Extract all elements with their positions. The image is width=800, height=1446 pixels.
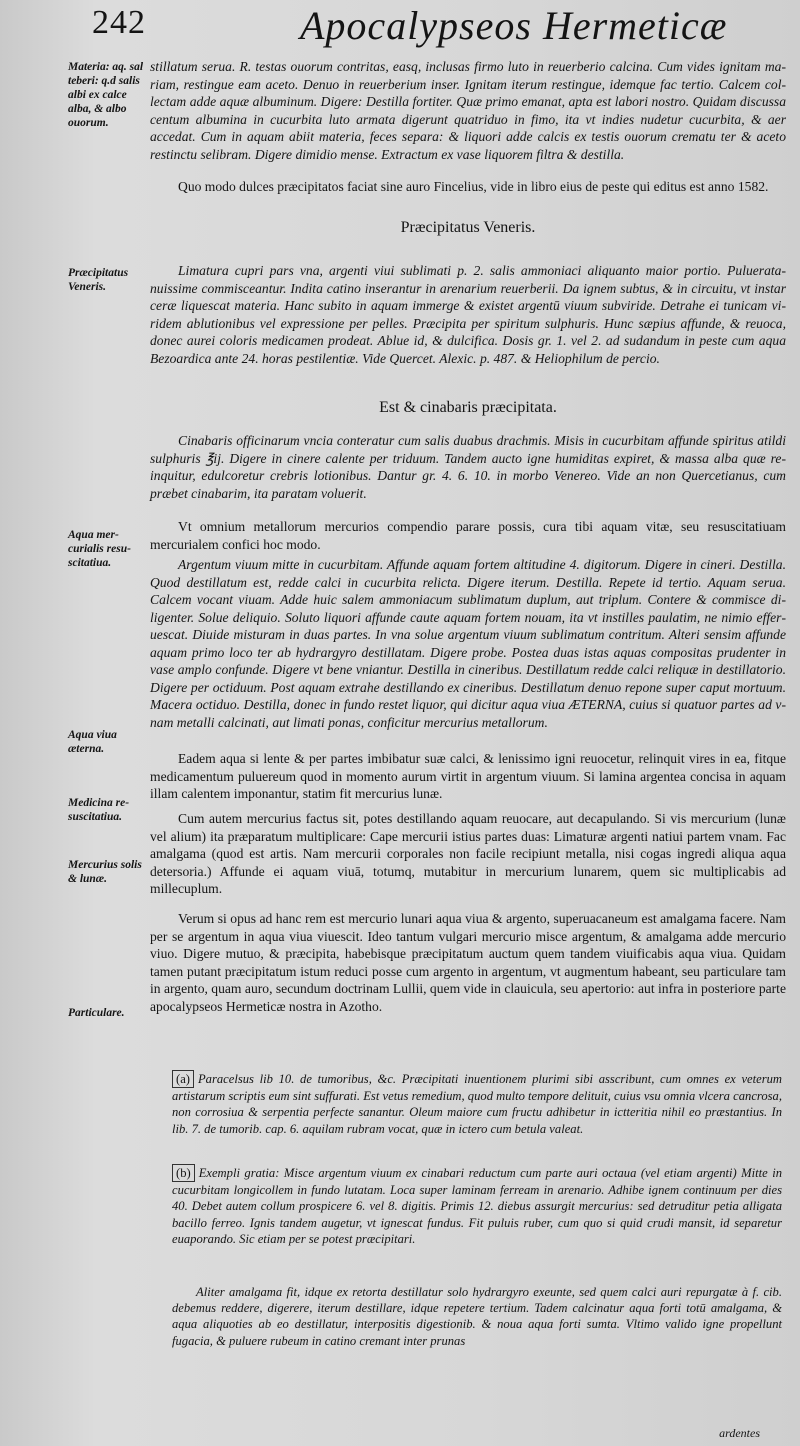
running-title: Apocalypseos Hermeticæ bbox=[300, 3, 728, 48]
paragraph-eadem-aqua: Eadem aqua si lente & per partes imbibatur suæ calci, & lenissimo igni reuocetur, relinquit vires in ea, fitque medicamentum puluereum quod in momento aurum virtit in argentum viuum. Si lamina argentea concisa in aquam illam calentem imponantur, statim fit mercurius lunæ. bbox=[150, 751, 786, 801]
paragraph-destillatio: stillatum serua. R. testas ouorum contritas, easq, inclusas firmo luto in reuerberio calcina. Cum vides ignitam mariam, restingue eam aceto. Denuo in reuerberium inser. Ignitam iterum restingue, idemque fac tertio. Calcem collectam adde aquæ albuminum. Digere: Destilla fortiter. Quæ primo emanat, apta est labori nostro. Quidam discussa centum albumina in cucurbita luto armata digerunt quatriduo in fimo, ita vt indies nudetur cucurbita, & aer accedat. Cum in aquam abiit materia, feces separa: & liquori adde calcis ex testis ouorum crematu ter & aceto restinctu selibram. Digere dimidio mense. Extractum ex vase liquorem filtra & destilla. bbox=[150, 59, 786, 162]
margin-note-particulare: Particulare. bbox=[68, 1007, 125, 1019]
footnote-a-marker: (a) bbox=[172, 1070, 194, 1088]
margin-note-aqua-viua: Aqua viua æterna. bbox=[68, 729, 117, 755]
margin-note-materia: Materia: aq. sal teberi: q.d salis albi ex calce alba, & albo ouorum. bbox=[68, 61, 144, 129]
section-heading-veneris: Præcipitatus Veneris. bbox=[400, 219, 536, 236]
margin-note-praecipitatus: Præcipitatus Veneris. bbox=[68, 267, 129, 293]
paragraph-fincelius: Quo modo dulces præcipitatos faciat sine auro Fincelius, vide in libro eius de peste qui editus est anno 1582. bbox=[178, 179, 769, 194]
footnote-a-text: Paracelsus lib 10. de tumoribus, &c. Præcipitati inuentionem plurimi sibi asscribunt, cum omnes ex veterum artistarum scriptis eum sint suffurati. Est vetus remedium, quod multo tempore delituit, cuius vsu omnia vlcera cancrosa, non corrosiua & serpentia perfecte sanantur. Oleum maiore cum fructu adhibetur in ictteritia nihil eo præstantius. In lib. 7. de tumorib. cap. 6. aquilam rubram vocat, quæ in ictero cum betula valeat. bbox=[172, 1072, 782, 1136]
paragraph-limatura-cupri: Limatura cupri pars vna, argenti viui sublimati p. 2. salis ammoniaci aliquanto maior portio. Puluerata nuissime commisceantur. Indita catino inserantur in arenarium reuerberii. Da ignem subtus, & in circuitu, vt instar ceræ liquescat materia. Hanc subito in aquam immerge & existet argentū viuum subviride. Detrahe ei tunicam viridem ablutionibus vel expressione per pelles. Præcipita per spiritum sulphuris. Hunc sæpius affunde, & reuoca, donec aurei coloris medicamen prodeat. Ablue id, & dulcifica. Dosis gr. 1. vel 2. ad sudandum in peste cum aqua Bezoardica ante 24. horas pestilentiæ. Vide Quercet. Alexic. p. 487. & Heliophilum de percio. bbox=[150, 263, 786, 366]
margin-note-aqua-mercurialis: Aqua mercurialis resuscitatiua. bbox=[68, 529, 131, 569]
footnote-a bbox=[172, 1070, 782, 1137]
footnote-b-text: Exempli gratia: Misce argentum viuum ex cinabari reductum cum parte auri octaua (vel etiam argenti) Mitte in cucurbitam longicollem in fundo lutatam. Loca super laminam ferream in arenario. Adhibe ignem continuum per dies 40. Debet autem collum prospicere 6. vel 8. digitis. Primis 12. diebus assurgit mercurius: sed detruditur petia alligata bacillo ferreo. Ignis tandem augetur, vt ignescat fundus. Fit puluis ruber, cum quo si quid crudi mansit, id separetur euaporando. Sic etiam per se potest præcipitari. bbox=[172, 1166, 782, 1246]
paragraph-metallorum: Vt omnium metallorum mercurios compendio parare possis, cura tibi aquam vitæ, seu resuscitatiuam mercurialem confici hoc modo. bbox=[150, 519, 786, 552]
footnote-c: Aliter amalgama fit, idque ex retorta destillatur solo hydrargyro exeunte, sed quem calci auri repurgatæ à f. cib. debemus reddere, digerere, iterum destillare, idque repetere tertium. Tadem calcinatur aqua forti totū amalgama, & aqua aliquoties ab eo destillatur, interpositis digestionib. & noua aqua forti sumta. Vltimo valido igne propellunt fugacia, & puluere rubeum in catino cremant inter prunas bbox=[172, 1285, 782, 1348]
paragraph-verum: Verum si opus ad hanc rem est mercurio lunari aqua viua & argento, superuacaneum est amalgama facere. Nam per se argentum in aqua viua viuescit. Ideo tantum vulgari mercurio misce argentum, & amalgama adde mercurio viuo. Digere mutuo, & præcipita, habebisque præcipitatum auctum quem tandem viuificabis aqua viua. Quidam tamen putant præcipitatum istum reduci posse cum argento in argentum, vt augmentum habeant, seu particulare tam in argento, quam auro, secundum doctrinam Lullii, quem vide in clauicula, seu apertorio: aut infra in posteriore parte apocalypseos Hermeticæ nostra in Azotho. bbox=[150, 911, 786, 1014]
margin-note-medicina: Medicina resuscitatiua. bbox=[68, 797, 130, 823]
paragraph-mercurius-factus: Cum autem mercurius factus sit, potes destillando aquam reuocare, aut decapulando. Si vis mercurium (lunæ vel alium) ita præparatum multiplicare: Cape mercurii istius partes duas: Limaturæ argenti natiui partem vnam. Fac amalgama (quod est artis. Nam mercurii corporales non facile recipiunt metalla, nisi cogas ingredi aliqua aqua detersoria.) Affunde ei aquam viuā, totumq, mutabitur in mercurium lunarem, quem sic multiplicabis ad millecuplum. bbox=[150, 811, 786, 896]
footnote-b bbox=[172, 1164, 782, 1247]
paragraph-cinabaris: Cinabaris officinarum vncia conteratur cum salis duabus drachmis. Misis in cucurbitam affunde spiritus atildi sulphuris ℥ij. Digere in cinere calente per triduum. Tandem aucto igne humiditas expiret, & massa alba quæ reinquitur, edulcoretur crebris lotionibus. Dantur gr. 4. 6. 10. in morbo Venereo. Vide an non Quercetianus, cum præbet cinabarim, ita paratam voluerit. bbox=[150, 433, 786, 501]
margin-note-mercurius: Mercurius solis & lunæ. bbox=[68, 859, 142, 885]
paragraph-argentum-viuum: Argentum viuum mitte in cucurbitam. Affunde aquam fortem altitudine 4. digitorum. Digere in cineri. Destilla. Quod destillatum est, redde calci in cucurbita relicta. Digere iterum. Destilla. Repete id tertio. Aquam serua. Calcem vocant viuam. Adde huic salem ammoniacum sublimatum duplum, aut triplum. Contere & commisce diligenter. Solue deliquio. Soluto liquori affunde caute aquam fortem nouam, ita vt instilles paulatim, ne nimio efferuescat. Diuide misturam in duas partes. In vna solue argentum viuum sublimatum contritum. Alteri sensim affunde aquam primo loco ter ab hydrargyro destillatam. Digere probe. Postea duas istas aquas compositas prudenter in vase amplo confunde. Digere vt bene vniantur. Destilla in cineribus. Destillatum redde calci reliquæ in destillatorio. Digere per octiduum. Post aquam extrahe destillando ex cineribus. Destillatum denuo repone super caput mortuum. Macera octiduo. Destilla, donec in fundo restet liquor, qui dicitur aqua viua ÆTERNA, cuius si quatuor partes ad vnam metalli calcinati, aut limati ponas, conficitur mercurius metallorum. bbox=[150, 557, 786, 730]
footnote-b-marker: (b) bbox=[172, 1164, 195, 1182]
page-header bbox=[0, 0, 800, 48]
catchword: ardentes bbox=[719, 1426, 760, 1440]
section-heading-cinabaris: Est & cinabaris præcipitata. bbox=[379, 399, 557, 416]
page-number: 242 bbox=[92, 4, 146, 41]
